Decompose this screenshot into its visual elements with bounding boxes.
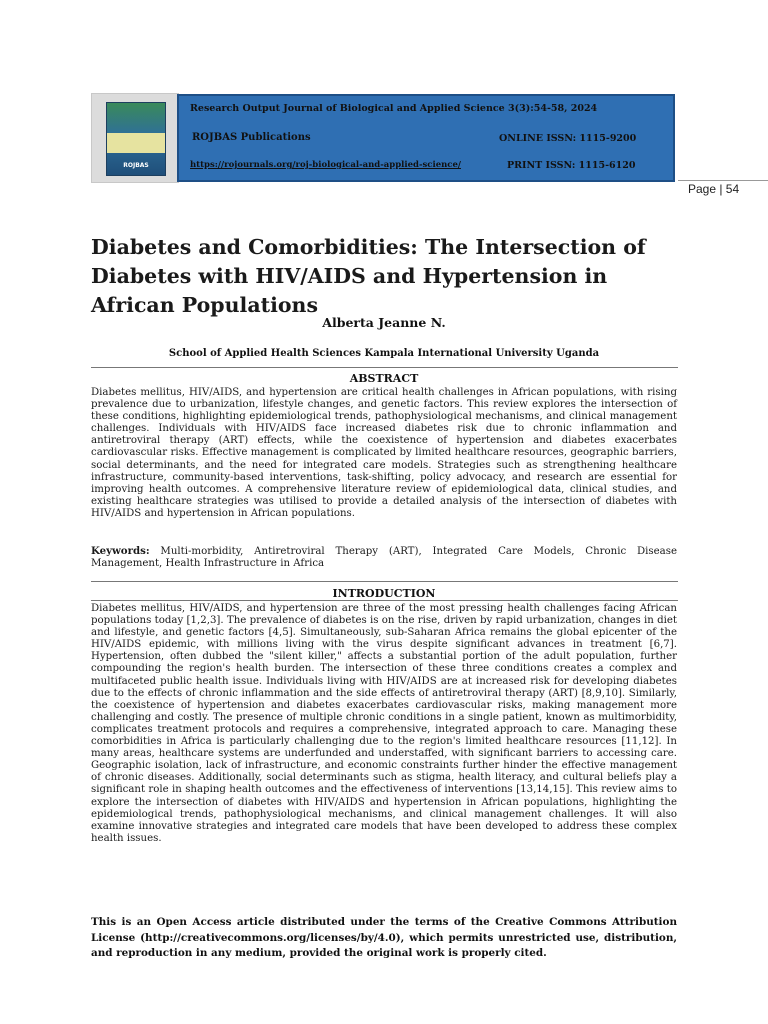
page-number: Page | 54 — [688, 182, 740, 196]
article-title: Diabetes and Comorbidities: The Intersection of Diabetes with HIV/AIDS and Hypertension in African Populations — [91, 235, 646, 317]
book-cover — [106, 102, 166, 176]
introduction-heading: INTRODUCTION — [332, 587, 436, 600]
author-name: Alberta Jeanne N. — [322, 315, 446, 330]
online-issn: ONLINE ISSN: 1115-9200 — [499, 133, 637, 144]
author-affiliation: School of Applied Health Sciences Kampala International University Uganda — [168, 348, 600, 359]
publisher-name: ROJBAS Publications — [192, 132, 311, 143]
abstract-heading: ABSTRACT — [349, 372, 419, 385]
introduction-rule — [91, 600, 678, 601]
abstract-top-rule — [91, 367, 678, 368]
keywords-line — [91, 545, 677, 570]
keywords-label: Keywords: — [91, 545, 150, 557]
abstract-bottom-rule — [91, 581, 678, 582]
keywords-text: Multi-morbidity, Antiretroviral Therapy (ART), Integrated Care Models, Chronic Disease Management, Health Infrastructure in Africa — [91, 546, 677, 570]
journal-cover-image — [91, 93, 179, 183]
print-issn: PRINT ISSN: 1115-6120 — [507, 160, 636, 171]
page-number-rule — [678, 180, 768, 181]
license-notice: This is an Open Access article distributed under the terms of the Creative Commons Attribution License (http://creativecommons.org/licenses/by/4.0), which permits unrestricted use, distribution, and reproduction in any medium, provided the original work is properly cited. — [91, 916, 677, 959]
abstract-text: Diabetes mellitus, HIV/AIDS, and hypertension are critical health challenges in African populations, with rising prevalence due to urbanization, lifestyle changes, and genetic factors. This review explores the intersection of these conditions, highlighting epidemiological trends, pathophysiological mechanisms, and clinical management challenges. Individuals with HIV/AIDS face increased diabetes risk due to chronic inflammation and antiretroviral therapy (ART) effects, while the coexistence of hypertension and diabetes exacerbates cardiovascular risks. Effective management is complicated by limited healthcare resources, geographic barriers, social determinants, and the need for integrated care models. Strategies such as strengthening healthcare infrastructure, community-based interventions, task-shifting, policy advocacy, and research are essential for improving health outcomes. A comprehensive literature review of epidemiological data, clinical studies, and existing healthcare strategies was utilised to provide a detailed analysis of the intersection of diabetes with HIV/AIDS and hypertension in African populations. — [91, 387, 677, 519]
journal-header — [177, 94, 675, 182]
journal-name: Research Output Journal of Biological and Applied Science 3(3):54-58, 2024 — [190, 103, 598, 114]
introduction-text: Diabetes mellitus, HIV/AIDS, and hypertension are three of the most pressing health challenges facing African populations today [1,2,3]. The prevalence of diabetes is on the rise, driven by rapid urbanization, changes in diet and lifestyle, and genetic factors [4,5]. Simultaneously, sub-Saharan Africa remains the global epicenter of the HIV/AIDS epidemic, with millions living with the virus despite significant advances in treatment [6,7]. Hypertension, often dubbed the "silent killer," affects a substantial portion of the adult population, further compounding the region's health burden. The intersection of these three conditions creates a complex and multifaceted public health issue. Individuals living with HIV/AIDS are at increased risk for developing diabetes due to the effects of chronic inflammation and the side effects of antiretroviral therapy (ART) [8,9,10]. Similarly, the coexistence of hypertension and diabetes exacerbates cardiovascular risks, making management more challenging and costly. The presence of multiple chronic conditions in a single patient, known as multimorbidity, complicates treatment protocols and requires a comprehensive, integrated approach to care. Managing these comorbidities in Africa is particularly challenging due to the region's limited healthcare resources [11,12]. In many areas, healthcare systems are underfunded and understaffed, with significant barriers to accessing care. Geographic isolation, lack of infrastructure, and economic constraints further hinder the effective management of chronic diseases. Additionally, social determinants such as stigma, health literacy, and cultural beliefs play a significant role in shaping health outcomes and the effectiveness of interventions [13,14,15]. This review aims to explore the intersection of diabetes with HIV/AIDS and hypertension in African populations, highlighting the epidemiological trends, pathophysiological mechanisms, and clinical management challenges. It will also examine innovative strategies and integrated care models that have been developed to address these complex health issues. — [91, 603, 677, 844]
cover-logo: ROJBAS — [123, 162, 149, 169]
journal-url-link[interactable]: https://rojournals.org/roj-biological-and-applied-science/ — [190, 160, 461, 170]
